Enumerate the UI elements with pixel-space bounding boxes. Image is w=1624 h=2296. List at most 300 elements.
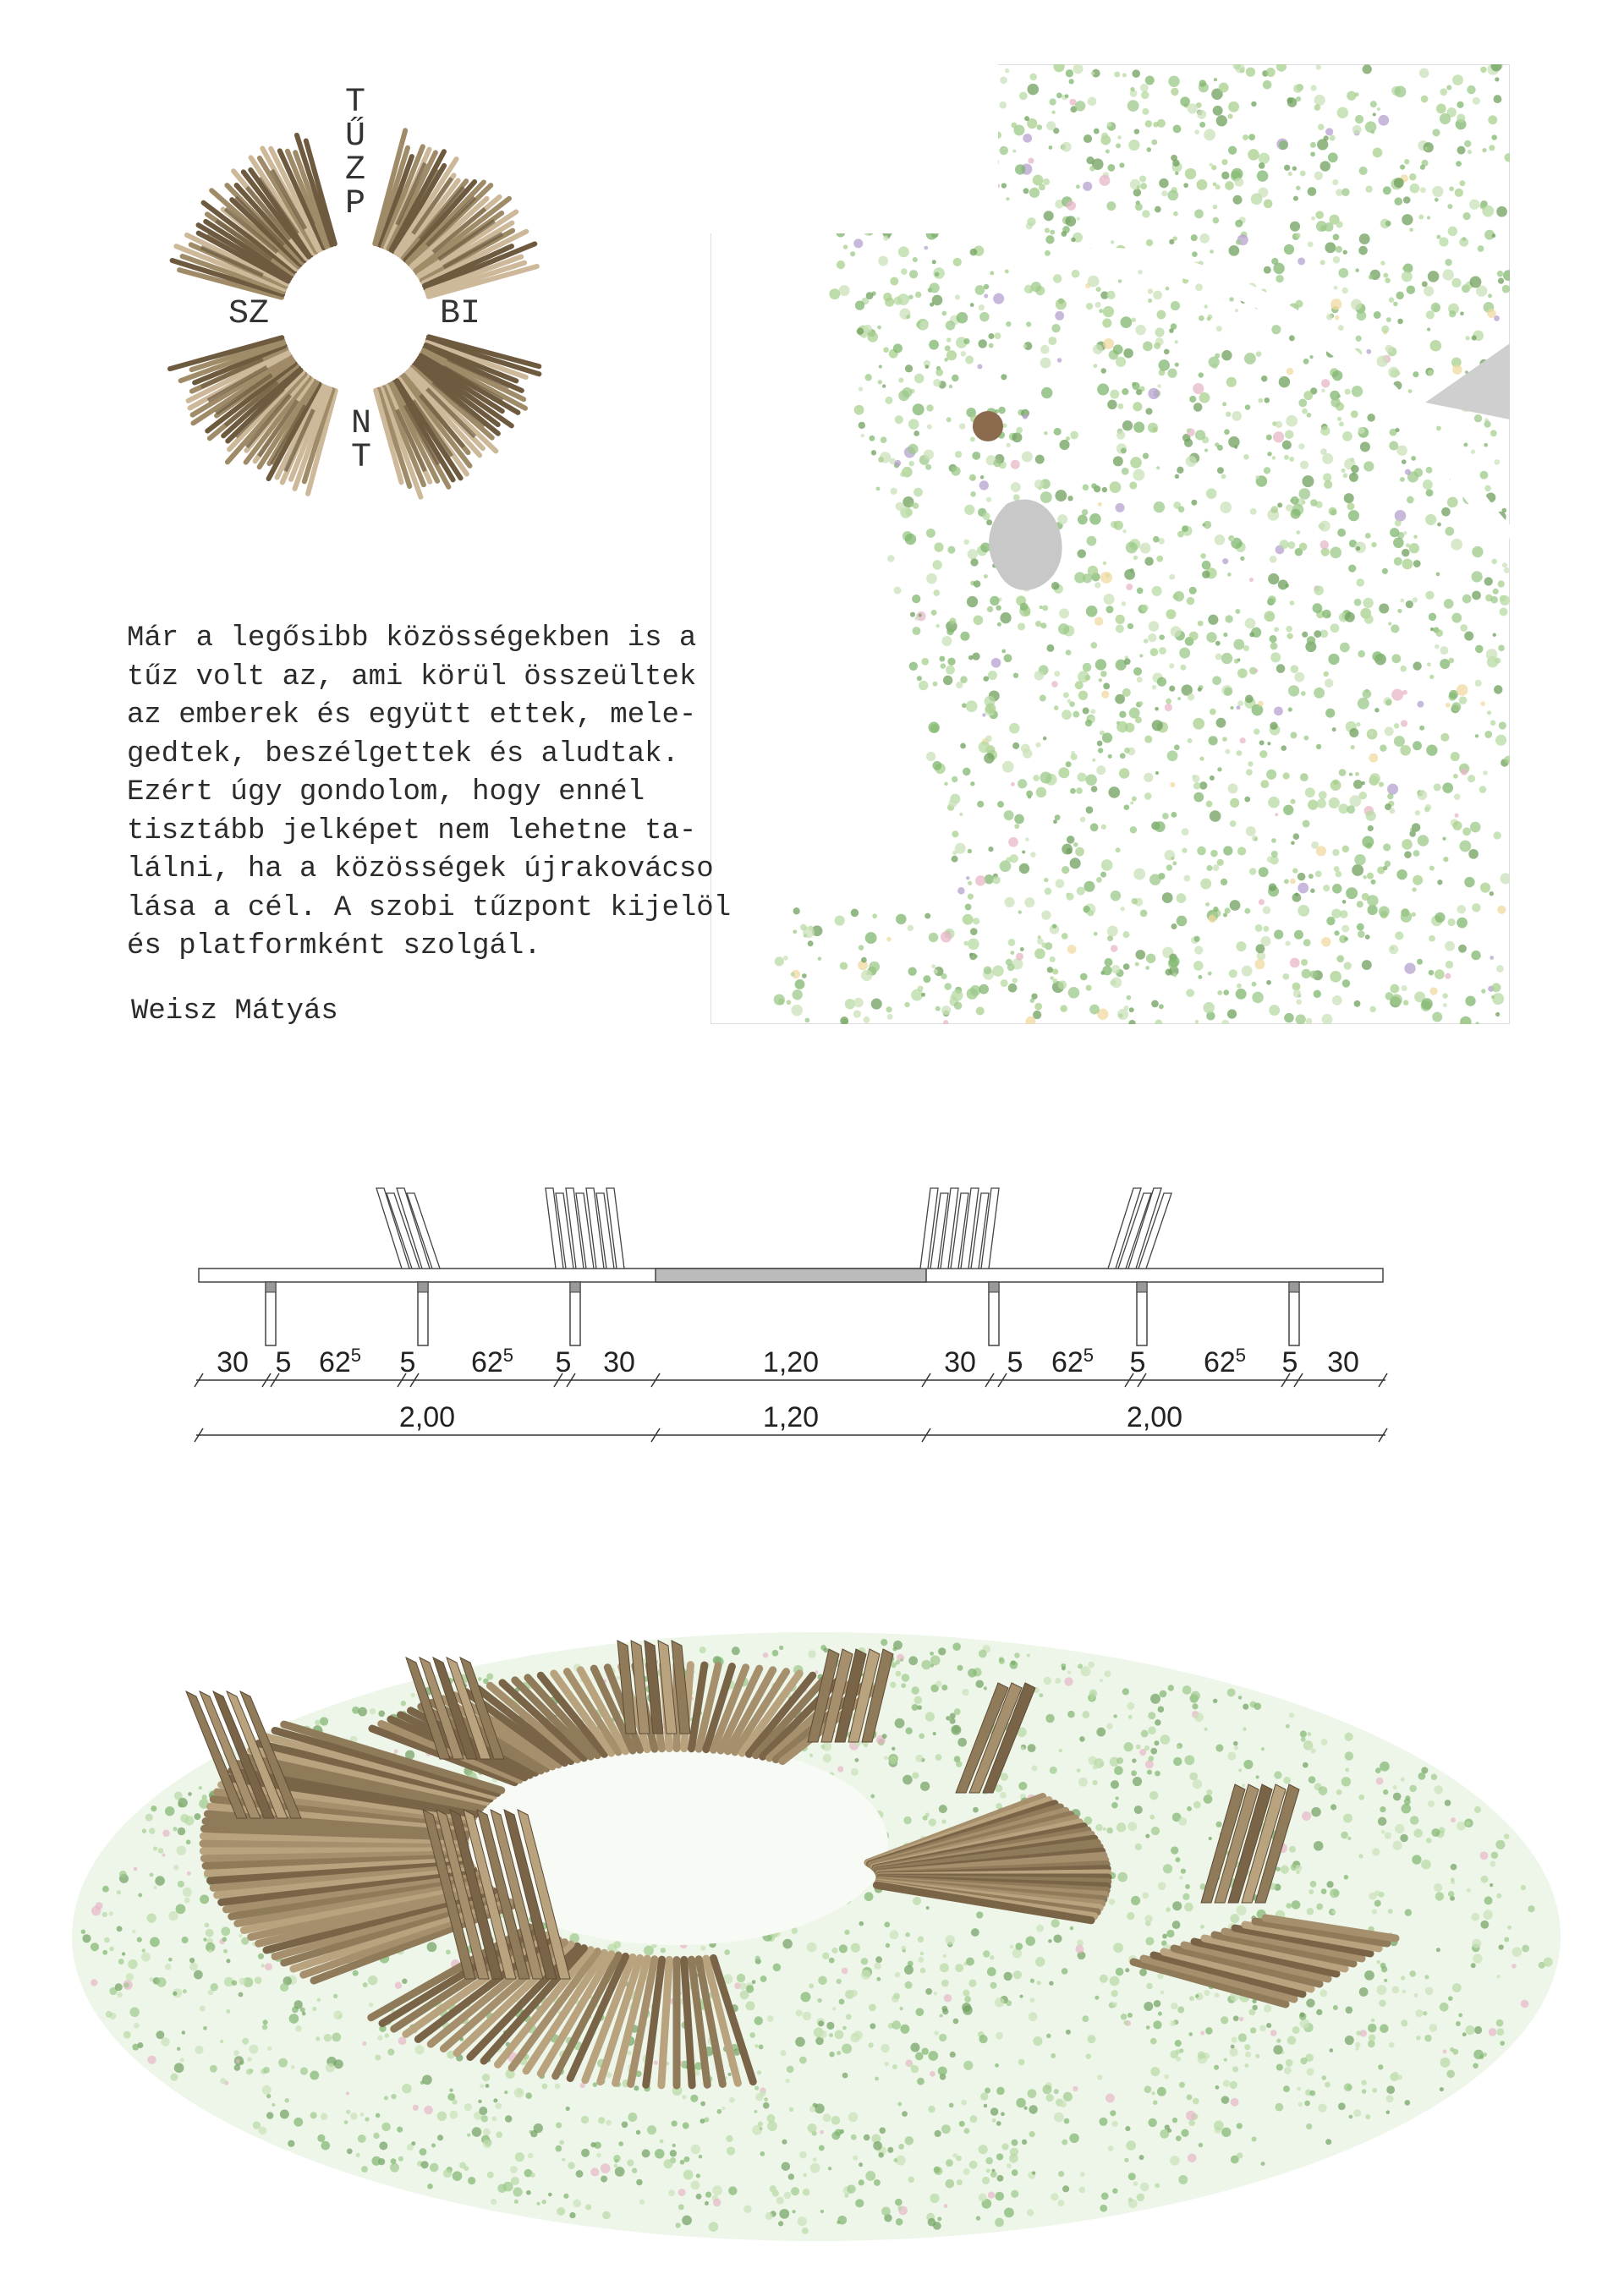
plant-dot (1235, 609, 1240, 614)
plant-dot (1335, 315, 1340, 321)
plant-dot (569, 2212, 575, 2218)
plant-dot (1462, 827, 1471, 836)
plant-dot (1122, 1688, 1129, 1695)
plant-dot (1337, 107, 1348, 118)
plant-dot (1468, 150, 1472, 154)
plant-dot (1443, 1003, 1447, 1007)
plant-dot (294, 2118, 303, 2127)
plant-dot (851, 1768, 859, 1776)
plant-dot (933, 589, 940, 596)
plant-dot (1023, 2107, 1027, 2110)
plant-dot (1132, 1758, 1136, 1762)
plant-dot (1404, 1798, 1411, 1805)
plant-dot (1284, 244, 1294, 255)
plant-dot (1122, 388, 1128, 395)
plant-dot (1243, 1704, 1248, 1710)
plant-dot (935, 272, 939, 277)
site-map-drawing (710, 64, 1510, 1024)
plant-dot (1308, 800, 1318, 810)
plant-dot (792, 2210, 795, 2213)
plant-dot (1113, 1714, 1116, 1718)
plant-dot (1004, 810, 1014, 820)
plant-dot (1104, 594, 1115, 605)
plant-dot (1006, 959, 1012, 966)
plant-dot (302, 2012, 305, 2015)
plant-dot (1210, 709, 1216, 715)
plant-dot (837, 2221, 840, 2224)
plant-dot (1333, 780, 1339, 786)
plant-dot (1487, 309, 1496, 318)
plant-dot (696, 2194, 702, 2200)
plant-dot (1077, 886, 1085, 895)
plant-dot (1129, 1007, 1134, 1012)
plant-dot (1496, 206, 1507, 217)
plant-dot (1354, 1000, 1361, 1007)
plant-dot (1114, 521, 1123, 530)
plant-dot (1085, 774, 1096, 785)
plant-dot (1259, 750, 1267, 758)
plant-dot (776, 2196, 784, 2204)
plant-dot (1038, 935, 1041, 939)
plant-dot (1086, 2053, 1091, 2058)
plant-dot (1175, 2040, 1182, 2047)
plant-dot (923, 975, 930, 983)
plant-dot (1237, 750, 1243, 756)
plant-dot (918, 986, 924, 992)
plant-dot (295, 2025, 302, 2032)
plant-dot (819, 2030, 827, 2039)
plant-dot (1093, 1765, 1098, 1770)
plant-dot (1168, 1685, 1174, 1690)
plant-dot (1279, 376, 1291, 388)
plant-dot (1005, 269, 1009, 273)
plant-dot (1413, 850, 1420, 857)
plant-dot (678, 2204, 684, 2210)
plant-dot (1330, 623, 1340, 633)
plant-dot (1058, 623, 1069, 634)
plant-dot (1479, 471, 1488, 479)
plant-dot (1083, 485, 1089, 491)
plant-dot (1385, 861, 1391, 868)
plant-dot (804, 1017, 809, 1022)
plant-dot (823, 2113, 831, 2122)
plant-dot (1116, 1757, 1123, 1764)
plant-dot (946, 1716, 950, 1720)
plant-dot (81, 1930, 86, 1935)
plant-dot (1029, 2012, 1038, 2021)
plant-dot (1222, 558, 1228, 564)
plant-dot (1341, 1832, 1348, 1839)
plant-dot (1380, 2024, 1388, 2032)
plant-dot (963, 941, 968, 946)
plant-dot (1232, 411, 1242, 421)
plant-dot (1010, 1661, 1018, 1669)
plant-dot (1076, 787, 1083, 794)
plant-dot (1420, 165, 1425, 170)
plant-dot (1101, 691, 1109, 699)
plant-dot (369, 2003, 374, 2008)
plant-dot (1282, 772, 1289, 779)
plant-dot (373, 2133, 379, 2139)
plant-dot (1383, 273, 1388, 278)
plant-dot (1402, 559, 1413, 570)
dim-base: 62 (1203, 1346, 1236, 1378)
plant-dot (990, 2107, 998, 2115)
plant-dot (999, 101, 1007, 109)
plant-dot (1449, 186, 1454, 191)
plant-dot (1321, 937, 1330, 946)
plant-dot (1111, 965, 1120, 973)
post-cap (266, 1282, 276, 1292)
plant-dot (1452, 364, 1462, 375)
plant-dot (1063, 692, 1069, 698)
plant-dot (1141, 1730, 1149, 1738)
plant-dot (117, 1926, 123, 1932)
plant-dot (1318, 2103, 1326, 2112)
plant-dot (82, 1934, 91, 1943)
plant-dot (1252, 982, 1257, 987)
plant-dot (897, 293, 909, 305)
plant-dot (969, 2115, 977, 2123)
plant-dot (407, 2144, 414, 2151)
plant-dot (782, 2162, 791, 2171)
plant-dot (239, 1992, 244, 1997)
plant-dot (1107, 926, 1118, 937)
plant-dot (1171, 626, 1182, 637)
plant-dot (1193, 961, 1204, 971)
plant-dot (1186, 456, 1197, 467)
central-hearth (656, 1269, 926, 1282)
plant-dot (1097, 384, 1109, 396)
plant-dot (1332, 727, 1336, 732)
plant-dot (1080, 817, 1086, 823)
plant-dot (1282, 973, 1289, 980)
plant-dot (1302, 408, 1308, 414)
plant-dot (1396, 292, 1403, 299)
plant-dot (1217, 467, 1224, 474)
plant-dot (1088, 910, 1094, 916)
plant-dot (1189, 396, 1196, 403)
plant-dot (979, 2035, 987, 2043)
plant-dot (189, 1958, 195, 1963)
plant-dot (1107, 400, 1116, 409)
plant-dot (1072, 270, 1080, 278)
plant-dot (886, 1943, 890, 1948)
plant-dot (1215, 654, 1222, 660)
plant-dot (150, 1872, 154, 1877)
plant-dot (1089, 1696, 1094, 1701)
plant-dot (1330, 299, 1341, 310)
plant-dot (1214, 2121, 1224, 2131)
plant-dot (1064, 1677, 1073, 1685)
plant-dot (1237, 847, 1246, 855)
plant-dot (1040, 622, 1046, 628)
plant-dot (91, 1979, 97, 1986)
plant-dot (1331, 908, 1341, 918)
plant-dot (1290, 222, 1300, 232)
plant-dot (1431, 1828, 1440, 1837)
plant-dot (1332, 849, 1339, 856)
plant-dot (1183, 183, 1188, 188)
plant-dot (1113, 1943, 1123, 1953)
plant-dot (1273, 263, 1284, 274)
plant-dot (1054, 705, 1059, 710)
plant-dot (876, 1977, 881, 1981)
plant-dot (1451, 752, 1460, 761)
plant-dot (1177, 697, 1181, 700)
plant-dot (1305, 787, 1315, 797)
post-cap (989, 1282, 999, 1292)
plant-dot (760, 1975, 767, 1982)
plant-dot (379, 2141, 387, 2150)
plant-dot (1441, 507, 1451, 517)
plant-dot (1451, 278, 1461, 288)
plant-dot (200, 2006, 206, 2012)
plant-dot (881, 436, 887, 443)
plant-dot (1482, 148, 1486, 152)
plant-dot (986, 497, 991, 502)
plant-dot (395, 1981, 402, 1988)
plant-dot (1206, 865, 1212, 871)
plant-dot (1129, 708, 1140, 719)
plant-dot (1271, 838, 1276, 843)
plant-dot (220, 2040, 223, 2043)
plant-dot (472, 2127, 482, 2137)
plant-dot (247, 2057, 252, 2062)
plant-dot (1435, 912, 1445, 923)
plant-dot (947, 658, 955, 666)
plant-dot (1363, 461, 1374, 471)
plant-dot (1040, 491, 1052, 503)
plant-dot (1309, 1776, 1316, 1784)
plant-dot (102, 1912, 107, 1917)
plant-dot (1205, 902, 1210, 907)
plant-dot (909, 270, 918, 278)
plant-dot (627, 2159, 634, 2166)
plant-dot (1359, 233, 1370, 244)
plant-dot (1301, 1737, 1306, 1742)
plant-dot (613, 1941, 621, 1948)
plant-dot (991, 658, 1001, 668)
plant-dot (1314, 630, 1321, 638)
plant-dot (1191, 1691, 1200, 1701)
plant-dot (995, 2063, 999, 2068)
plant-dot (1380, 1963, 1386, 1969)
plant-dot (1230, 1914, 1239, 1923)
plant-dot (1381, 1830, 1385, 1834)
plant-dot (1171, 301, 1180, 310)
plant-dot (787, 2066, 794, 2074)
plant-dot (1237, 1905, 1247, 1915)
plant-dot (1192, 251, 1198, 257)
plant-dot (1021, 744, 1030, 753)
plant-dot (1227, 1009, 1237, 1018)
plant-dot (866, 292, 874, 299)
plant-dot (1286, 415, 1298, 427)
plant-dot (1429, 613, 1436, 621)
plant-dot (1413, 560, 1421, 567)
plant-dot (818, 1976, 827, 1986)
plant-dot (1294, 930, 1303, 940)
plant-dot (1193, 782, 1201, 790)
plant-dot (593, 2082, 598, 2087)
essay-line: lálni, ha a közösségek újrakovácso (127, 853, 714, 885)
plant-dot (1328, 654, 1339, 665)
plant-dot (1490, 430, 1497, 436)
plant-dot (878, 457, 884, 463)
plant-dot (683, 2156, 689, 2162)
plant-dot (1495, 77, 1499, 81)
plant-dot (1111, 1780, 1119, 1789)
plant-dot (1030, 852, 1036, 858)
plant-dot (1225, 749, 1230, 754)
plant-dot (831, 2116, 841, 2125)
plant-dot (1376, 1985, 1386, 1995)
plant-dot (401, 1701, 406, 1706)
plant-dot (1365, 185, 1372, 192)
plant-dot (1451, 702, 1461, 711)
plant-dot (1011, 782, 1015, 786)
plant-dot (1332, 884, 1342, 894)
plant-dot (1292, 868, 1298, 873)
plant-dot (206, 1929, 214, 1937)
plant-dot (486, 2084, 490, 2088)
plant-dot (1425, 514, 1436, 525)
plant-dot (1489, 2028, 1497, 2036)
plant-dot (997, 801, 1004, 808)
plant-dot (1128, 140, 1139, 151)
plant-dot (568, 2162, 575, 2169)
plant-dot (925, 364, 930, 369)
plant-dot (129, 2008, 139, 2017)
plant-dot (1182, 1685, 1192, 1695)
plant-dot (976, 1006, 985, 1015)
plant-dot (1083, 708, 1089, 715)
plant-dot (606, 2120, 612, 2126)
plant-dot (391, 2158, 397, 2164)
plant-dot (728, 2186, 737, 2195)
plant-dot (1122, 420, 1133, 430)
plant-dot (1128, 2198, 1133, 2202)
plant-dot (1358, 427, 1364, 434)
plant-dot (1044, 1677, 1052, 1685)
plant-dot (1035, 621, 1041, 627)
plant-dot (1362, 960, 1372, 970)
plant-dot (765, 2212, 773, 2220)
plant-dot (1368, 825, 1374, 831)
plant-dot (1274, 1771, 1281, 1778)
plant-dot (1391, 994, 1402, 1006)
plant-dot (1111, 978, 1122, 989)
plant-dot (1343, 250, 1347, 255)
plant-dot (932, 761, 941, 770)
plant-dot (1471, 1913, 1479, 1921)
plant-dot (315, 1720, 321, 1726)
plant-dot (1184, 438, 1193, 447)
plant-dot (1298, 443, 1304, 449)
plant-dot (1343, 1814, 1352, 1823)
plant-dot (671, 2120, 677, 2126)
plant-dot (1496, 2028, 1504, 2036)
plant-dot (987, 1967, 996, 1976)
plant-dot (868, 2042, 873, 2047)
plant-dot (1062, 2185, 1069, 2192)
plant-dot (661, 1948, 666, 1953)
plant-dot (952, 2153, 957, 2158)
plant-dot (959, 813, 963, 816)
plant-dot (940, 1963, 949, 1972)
plant-dot (479, 2107, 487, 2115)
plant-dot (956, 682, 963, 688)
plant-dot (1500, 595, 1506, 602)
plant-dot (1016, 427, 1023, 434)
plant-dot (1151, 1827, 1160, 1835)
plant-dot (660, 2140, 664, 2144)
plant-dot (1147, 1770, 1152, 1775)
plant-dot (1464, 632, 1473, 641)
plant-dot (1130, 457, 1142, 469)
plant-dot (1328, 152, 1338, 162)
plant-dot (1263, 907, 1271, 915)
plant-dot (952, 1642, 961, 1651)
plant-dot (1076, 216, 1079, 220)
plant-dot (839, 1998, 845, 2004)
plant-dot (992, 2118, 996, 2123)
plant-dot (908, 461, 914, 466)
plant-dot (876, 486, 881, 490)
plant-dot (965, 904, 972, 911)
plant-dot (1073, 711, 1079, 718)
plant-dot (1499, 1944, 1504, 1949)
plant-dot (1320, 225, 1326, 231)
plant-dot (1309, 874, 1314, 879)
plant-dot (134, 2023, 140, 2029)
plant-dot (787, 1000, 792, 1005)
plant-dot (1457, 1822, 1466, 1831)
plant-dot (1378, 2064, 1383, 2069)
plant-dot (636, 2179, 643, 2186)
plant-dot (1286, 940, 1291, 945)
plant-dot (1320, 521, 1330, 532)
plant-dot (929, 933, 939, 943)
plant-dot (934, 2030, 938, 2035)
plant-dot (957, 1665, 963, 1671)
plant-dot (1125, 723, 1135, 733)
plant-dot (1254, 837, 1258, 841)
plant-dot (739, 1982, 747, 1990)
plant-dot (1005, 68, 1009, 73)
plant-dot (1266, 613, 1275, 622)
plant-dot (1474, 1806, 1481, 1813)
plant-dot (1083, 182, 1092, 191)
plant-dot (1424, 807, 1430, 813)
plant-dot (1365, 533, 1371, 539)
plant-dot (1212, 676, 1221, 685)
plant-dot (990, 1982, 996, 1989)
plant-dot (1223, 633, 1227, 637)
plant-dot (987, 606, 993, 612)
plant-dot (924, 449, 934, 459)
plant-dot (1180, 665, 1186, 671)
plant-dot (1475, 645, 1484, 654)
plant-dot (1195, 283, 1203, 291)
plant-dot (1059, 608, 1069, 618)
plant-dot (1358, 698, 1369, 710)
plant-dot (1290, 732, 1297, 739)
plant-dot (555, 2084, 561, 2090)
plant-dot (1315, 211, 1324, 219)
plant-dot (802, 973, 807, 978)
